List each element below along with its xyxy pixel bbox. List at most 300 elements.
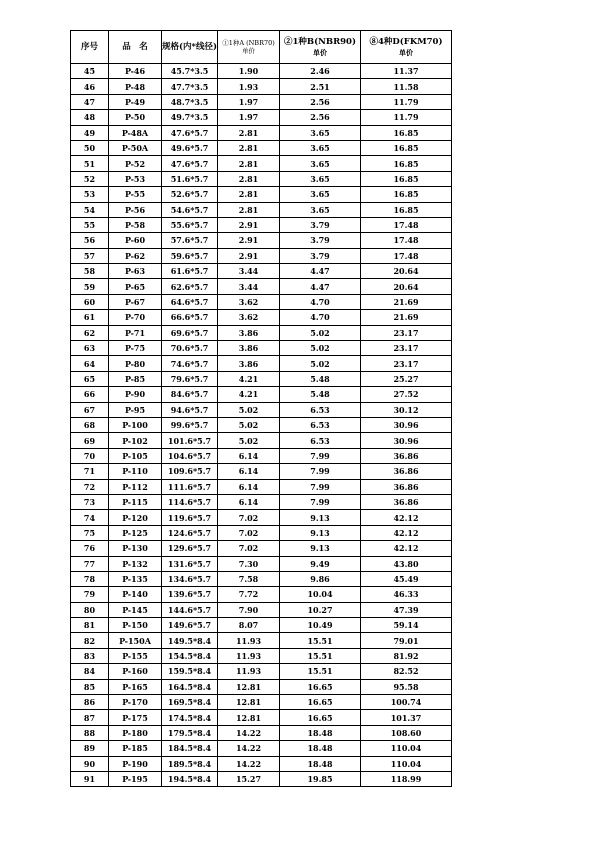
cell-product: P-110 [109,464,162,479]
cell-fkm70-price: 42.12 [361,541,452,556]
cell-seq: 72 [71,479,109,494]
cell-product: P-185 [109,741,162,756]
header-product: 品 名 [109,31,162,64]
table-row [71,64,452,79]
cell-product: P-125 [109,525,162,540]
cell-spec: 48.7*3.5 [162,94,218,109]
cell-product: P-50 [109,110,162,125]
table-row [71,664,452,679]
cell-nbr70-price: 2.81 [218,140,280,155]
cell-nbr70-price: 3.62 [218,310,280,325]
table-row [71,94,452,109]
cell-nbr70-price: 7.30 [218,556,280,571]
cell-fkm70-price: 21.69 [361,294,452,309]
cell-nbr70-price: 1.97 [218,110,280,125]
cell-nbr70-price: 7.72 [218,587,280,602]
table-row [71,725,452,740]
cell-seq: 49 [71,125,109,140]
cell-product: P-165 [109,679,162,694]
cell-nbr90-price: 19.85 [280,771,361,786]
cell-product: P-120 [109,510,162,525]
cell-nbr70-price: 15.27 [218,771,280,786]
cell-spec: 159.5*8.4 [162,664,218,679]
cell-product: P-100 [109,417,162,432]
cell-seq: 76 [71,541,109,556]
cell-nbr90-price: 18.48 [280,756,361,771]
cell-seq: 90 [71,756,109,771]
cell-seq: 88 [71,725,109,740]
cell-product: P-48 [109,79,162,94]
table-row [71,417,452,432]
cell-spec: 131.6*5.7 [162,556,218,571]
cell-nbr70-price: 6.14 [218,494,280,509]
cell-spec: 99.6*5.7 [162,417,218,432]
cell-nbr90-price: 5.48 [280,371,361,386]
cell-product: P-71 [109,325,162,340]
cell-nbr70-price: 3.86 [218,341,280,356]
cell-seq: 85 [71,679,109,694]
table-row [71,602,452,617]
cell-fkm70-price: 81.92 [361,648,452,663]
cell-nbr70-price: 7.90 [218,602,280,617]
table-row [71,556,452,571]
cell-nbr70-price: 7.58 [218,571,280,586]
cell-spec: 149.5*8.4 [162,633,218,648]
cell-spec: 49.6*5.7 [162,140,218,155]
cell-nbr90-price: 2.46 [280,64,361,79]
cell-nbr90-price: 16.65 [280,695,361,710]
cell-nbr90-price: 7.99 [280,479,361,494]
cell-nbr90-price: 7.99 [280,448,361,463]
cell-fkm70-price: 30.12 [361,402,452,417]
cell-spec: 114.6*5.7 [162,494,218,509]
cell-nbr90-price: 2.51 [280,79,361,94]
cell-spec: 109.6*5.7 [162,464,218,479]
cell-nbr90-price: 4.70 [280,294,361,309]
cell-seq: 82 [71,633,109,648]
cell-spec: 52.6*5.7 [162,187,218,202]
cell-seq: 47 [71,94,109,109]
table-row [71,79,452,94]
cell-spec: 189.5*8.4 [162,756,218,771]
table-row [71,695,452,710]
cell-seq: 60 [71,294,109,309]
cell-seq: 74 [71,510,109,525]
cell-product: P-75 [109,341,162,356]
cell-seq: 54 [71,202,109,217]
cell-nbr70-price: 14.22 [218,756,280,771]
cell-seq: 56 [71,233,109,248]
cell-seq: 77 [71,556,109,571]
cell-nbr70-price: 11.93 [218,633,280,648]
cell-nbr90-price: 2.56 [280,110,361,125]
price-table [70,30,452,787]
cell-fkm70-price: 82.52 [361,664,452,679]
header-nbr90: ②1种B(NBR90) 单价 [280,31,361,64]
cell-spec: 124.6*5.7 [162,525,218,540]
cell-spec: 69.6*5.7 [162,325,218,340]
cell-product: P-155 [109,648,162,663]
cell-nbr70-price: 4.21 [218,387,280,402]
cell-nbr90-price: 16.65 [280,710,361,725]
cell-nbr70-price: 7.02 [218,541,280,556]
cell-product: P-49 [109,94,162,109]
cell-seq: 48 [71,110,109,125]
table-row [71,618,452,633]
cell-nbr70-price: 14.22 [218,741,280,756]
cell-spec: 111.6*5.7 [162,479,218,494]
cell-seq: 78 [71,571,109,586]
cell-product: P-63 [109,264,162,279]
cell-fkm70-price: 11.37 [361,64,452,79]
cell-product: P-90 [109,387,162,402]
cell-fkm70-price: 36.86 [361,494,452,509]
table-row [71,571,452,586]
cell-product: P-48A [109,125,162,140]
cell-spec: 49.7*3.5 [162,110,218,125]
cell-nbr70-price: 3.44 [218,264,280,279]
cell-nbr70-price: 12.81 [218,710,280,725]
cell-nbr90-price: 7.99 [280,494,361,509]
cell-fkm70-price: 16.85 [361,187,452,202]
table-row [71,125,452,140]
cell-spec: 61.6*5.7 [162,264,218,279]
cell-nbr90-price: 2.56 [280,94,361,109]
cell-nbr90-price: 3.79 [280,233,361,248]
cell-seq: 79 [71,587,109,602]
cell-spec: 59.6*5.7 [162,248,218,263]
cell-product: P-140 [109,587,162,602]
cell-nbr90-price: 3.79 [280,248,361,263]
cell-fkm70-price: 45.49 [361,571,452,586]
cell-fkm70-price: 59.14 [361,618,452,633]
cell-fkm70-price: 108.60 [361,725,452,740]
table-row [71,294,452,309]
cell-product: P-112 [109,479,162,494]
cell-fkm70-price: 16.85 [361,156,452,171]
cell-product: P-160 [109,664,162,679]
cell-spec: 154.5*8.4 [162,648,218,663]
cell-product: P-85 [109,371,162,386]
cell-spec: 84.6*5.7 [162,387,218,402]
cell-fkm70-price: 30.96 [361,417,452,432]
cell-fkm70-price: 17.48 [361,248,452,263]
cell-fkm70-price: 16.85 [361,125,452,140]
table-row [71,479,452,494]
cell-seq: 80 [71,602,109,617]
cell-nbr90-price: 10.27 [280,602,361,617]
cell-product: P-170 [109,695,162,710]
cell-nbr90-price: 4.70 [280,310,361,325]
cell-nbr70-price: 3.86 [218,325,280,340]
cell-seq: 52 [71,171,109,186]
cell-fkm70-price: 42.12 [361,525,452,540]
cell-nbr90-price: 15.51 [280,648,361,663]
cell-product: P-53 [109,171,162,186]
cell-spec: 47.7*3.5 [162,79,218,94]
cell-seq: 83 [71,648,109,663]
cell-nbr70-price: 7.02 [218,510,280,525]
cell-fkm70-price: 110.04 [361,741,452,756]
cell-seq: 62 [71,325,109,340]
table-row [71,587,452,602]
table-row [71,648,452,663]
cell-nbr70-price: 8.07 [218,618,280,633]
table-row [71,402,452,417]
cell-nbr90-price: 4.47 [280,279,361,294]
cell-fkm70-price: 118.99 [361,771,452,786]
cell-product: P-56 [109,202,162,217]
cell-seq: 69 [71,433,109,448]
cell-fkm70-price: 79.01 [361,633,452,648]
table-row [71,264,452,279]
cell-nbr90-price: 5.02 [280,341,361,356]
cell-spec: 47.6*5.7 [162,156,218,171]
cell-nbr70-price: 2.91 [218,248,280,263]
cell-product: P-175 [109,710,162,725]
cell-product: P-62 [109,248,162,263]
cell-seq: 58 [71,264,109,279]
table-row [71,387,452,402]
table-row [71,279,452,294]
cell-nbr90-price: 10.49 [280,618,361,633]
cell-spec: 62.6*5.7 [162,279,218,294]
cell-fkm70-price: 17.48 [361,233,452,248]
cell-fkm70-price: 20.64 [361,279,452,294]
cell-seq: 65 [71,371,109,386]
cell-nbr90-price: 6.53 [280,417,361,432]
cell-product: P-105 [109,448,162,463]
cell-spec: 129.6*5.7 [162,541,218,556]
table-row [71,448,452,463]
table-row [71,741,452,756]
cell-nbr90-price: 7.99 [280,464,361,479]
cell-spec: 74.6*5.7 [162,356,218,371]
cell-nbr90-price: 3.65 [280,140,361,155]
table-row [71,341,452,356]
cell-spec: 149.6*5.7 [162,618,218,633]
cell-product: P-115 [109,494,162,509]
table-row [71,187,452,202]
cell-nbr70-price: 1.90 [218,64,280,79]
cell-product: P-50A [109,140,162,155]
cell-spec: 144.6*5.7 [162,602,218,617]
header-nbr70: ①1种A (NBR70) 单价 [218,31,280,64]
cell-spec: 119.6*5.7 [162,510,218,525]
cell-fkm70-price: 16.85 [361,202,452,217]
cell-seq: 57 [71,248,109,263]
cell-nbr70-price: 12.81 [218,679,280,694]
cell-seq: 68 [71,417,109,432]
cell-spec: 45.7*3.5 [162,64,218,79]
cell-product: P-67 [109,294,162,309]
cell-fkm70-price: 36.86 [361,479,452,494]
cell-seq: 46 [71,79,109,94]
cell-spec: 55.6*5.7 [162,217,218,232]
table-row [71,171,452,186]
cell-spec: 139.6*5.7 [162,587,218,602]
cell-nbr70-price: 2.81 [218,171,280,186]
cell-nbr70-price: 2.81 [218,202,280,217]
cell-nbr70-price: 2.81 [218,125,280,140]
cell-seq: 51 [71,156,109,171]
cell-nbr70-price: 12.81 [218,695,280,710]
cell-fkm70-price: 95.58 [361,679,452,694]
header-seq: 序号 [71,31,109,64]
cell-product: P-80 [109,356,162,371]
cell-fkm70-price: 20.64 [361,264,452,279]
cell-nbr70-price: 11.93 [218,648,280,663]
cell-fkm70-price: 11.58 [361,79,452,94]
cell-fkm70-price: 100.74 [361,695,452,710]
cell-spec: 101.6*5.7 [162,433,218,448]
cell-product: P-130 [109,541,162,556]
table-row [71,356,452,371]
cell-fkm70-price: 30.96 [361,433,452,448]
cell-spec: 104.6*5.7 [162,448,218,463]
cell-product: P-58 [109,217,162,232]
cell-nbr70-price: 6.14 [218,448,280,463]
cell-fkm70-price: 11.79 [361,94,452,109]
cell-fkm70-price: 46.33 [361,587,452,602]
cell-product: P-52 [109,156,162,171]
cell-nbr90-price: 5.02 [280,356,361,371]
cell-spec: 164.5*8.4 [162,679,218,694]
cell-nbr70-price: 2.91 [218,233,280,248]
cell-spec: 184.5*8.4 [162,741,218,756]
table-row [71,202,452,217]
cell-product: P-102 [109,433,162,448]
cell-nbr90-price: 5.02 [280,325,361,340]
cell-seq: 89 [71,741,109,756]
cell-nbr90-price: 3.65 [280,202,361,217]
cell-spec: 134.6*5.7 [162,571,218,586]
cell-nbr90-price: 3.65 [280,171,361,186]
cell-fkm70-price: 23.17 [361,356,452,371]
cell-spec: 169.5*8.4 [162,695,218,710]
cell-nbr70-price: 14.22 [218,725,280,740]
cell-nbr70-price: 2.81 [218,156,280,171]
cell-product: P-180 [109,725,162,740]
cell-seq: 66 [71,387,109,402]
cell-product: P-145 [109,602,162,617]
cell-nbr90-price: 6.53 [280,402,361,417]
cell-seq: 86 [71,695,109,710]
cell-product: P-132 [109,556,162,571]
cell-nbr90-price: 3.65 [280,125,361,140]
cell-product: P-95 [109,402,162,417]
cell-nbr90-price: 4.47 [280,264,361,279]
cell-spec: 57.6*5.7 [162,233,218,248]
cell-product: P-60 [109,233,162,248]
cell-spec: 79.6*5.7 [162,371,218,386]
cell-fkm70-price: 27.52 [361,387,452,402]
cell-fkm70-price: 36.86 [361,464,452,479]
cell-nbr90-price: 9.86 [280,571,361,586]
cell-seq: 87 [71,710,109,725]
table-row [71,110,452,125]
cell-nbr90-price: 10.04 [280,587,361,602]
table-row [71,541,452,556]
table-row [71,310,452,325]
cell-seq: 91 [71,771,109,786]
cell-seq: 53 [71,187,109,202]
header-spec: 规格(内*线径) [162,31,218,64]
cell-product: P-195 [109,771,162,786]
table-body [71,64,452,787]
cell-product: P-55 [109,187,162,202]
cell-seq: 67 [71,402,109,417]
cell-nbr70-price: 2.81 [218,187,280,202]
table-row [71,325,452,340]
table-row [71,494,452,509]
cell-product: P-46 [109,64,162,79]
cell-spec: 54.6*5.7 [162,202,218,217]
table-row [71,525,452,540]
cell-nbr70-price: 11.93 [218,664,280,679]
cell-product: P-70 [109,310,162,325]
cell-nbr70-price: 3.62 [218,294,280,309]
cell-nbr70-price: 4.21 [218,371,280,386]
cell-nbr90-price: 9.13 [280,510,361,525]
cell-product: P-150 [109,618,162,633]
table-row [71,233,452,248]
cell-nbr90-price: 18.48 [280,725,361,740]
cell-nbr90-price: 9.49 [280,556,361,571]
table-row [71,156,452,171]
cell-seq: 70 [71,448,109,463]
cell-spec: 94.6*5.7 [162,402,218,417]
table-row [71,140,452,155]
cell-fkm70-price: 25.27 [361,371,452,386]
table-row [71,464,452,479]
table-row [71,633,452,648]
cell-fkm70-price: 101.37 [361,710,452,725]
table-header [71,31,452,64]
cell-nbr90-price: 3.79 [280,217,361,232]
cell-spec: 70.6*5.7 [162,341,218,356]
cell-seq: 64 [71,356,109,371]
cell-nbr70-price: 5.02 [218,433,280,448]
cell-spec: 64.6*5.7 [162,294,218,309]
cell-spec: 194.5*8.4 [162,771,218,786]
header-fkm70: ⑧4种D(FKM70) 单价 [361,31,452,64]
table-row [71,679,452,694]
cell-fkm70-price: 16.85 [361,140,452,155]
cell-fkm70-price: 36.86 [361,448,452,463]
cell-nbr90-price: 15.51 [280,633,361,648]
cell-seq: 50 [71,140,109,155]
cell-fkm70-price: 23.17 [361,341,452,356]
cell-seq: 81 [71,618,109,633]
cell-nbr90-price: 9.13 [280,525,361,540]
cell-product: P-65 [109,279,162,294]
cell-product: P-150A [109,633,162,648]
cell-nbr90-price: 15.51 [280,664,361,679]
cell-nbr70-price: 5.02 [218,402,280,417]
cell-seq: 73 [71,494,109,509]
cell-spec: 174.5*8.4 [162,710,218,725]
cell-nbr70-price: 6.14 [218,464,280,479]
cell-spec: 47.6*5.7 [162,125,218,140]
cell-seq: 84 [71,664,109,679]
cell-product: P-135 [109,571,162,586]
table-row [71,217,452,232]
cell-nbr90-price: 18.48 [280,741,361,756]
cell-seq: 59 [71,279,109,294]
cell-spec: 179.5*8.4 [162,725,218,740]
cell-nbr70-price: 2.91 [218,217,280,232]
